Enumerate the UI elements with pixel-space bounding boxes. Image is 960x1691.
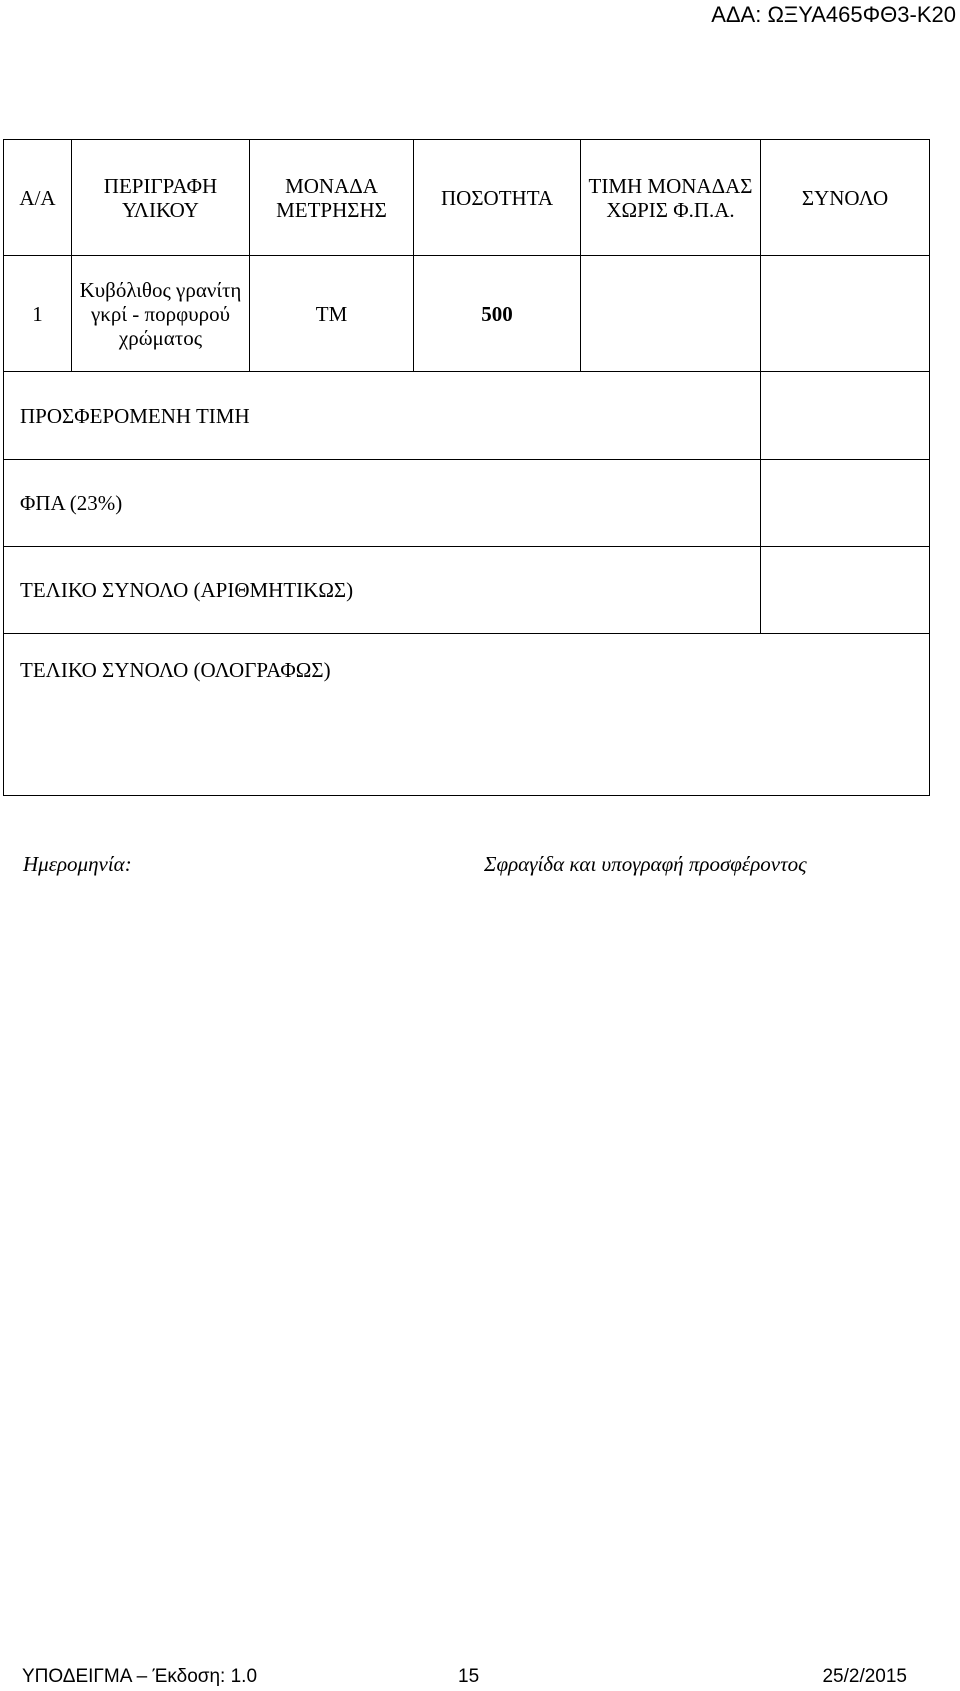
total-numeric-row bbox=[4, 547, 930, 634]
total-numeric-label: ΤΕΛΙΚΟ ΣΥΝΟΛΟ (ΑΡΙΘΜΗΤΙΚΩΣ) bbox=[4, 547, 761, 634]
total-words-cell[interactable] bbox=[4, 634, 930, 796]
total-words-label: ΤΕΛΙΚΟ ΣΥΝΟΛΟ (ΟΛΟΓΡΑΦΩΣ) bbox=[20, 658, 331, 682]
footer-version: ΥΠΟΔΕΙΓΜΑ – Έκδοση: 1.0 bbox=[22, 1666, 258, 1687]
row-quantity: 500 bbox=[414, 256, 581, 372]
offered-price-value[interactable] bbox=[761, 372, 930, 460]
table-row bbox=[4, 256, 930, 372]
offer-table bbox=[3, 139, 930, 796]
row-total[interactable] bbox=[761, 256, 930, 372]
header-unit-price: ΤΙΜΗ ΜΟΝΑΔΑΣ ΧΩΡΙΣ Φ.Π.Α. bbox=[581, 140, 761, 256]
table-header-row bbox=[4, 140, 930, 256]
header-description: ΠΕΡΙΓΡΑΦΗ ΥΛΙΚΟΥ bbox=[72, 140, 250, 256]
total-numeric-value[interactable] bbox=[761, 547, 930, 634]
ada-code: ΑΔΑ: ΩΞΥΑ465ΦΘ3-Κ20 bbox=[711, 2, 956, 27]
header-aa: Α/Α bbox=[4, 140, 72, 256]
row-unit: ΤΜ bbox=[250, 256, 414, 372]
row-aa: 1 bbox=[4, 256, 72, 372]
header-total: ΣΥΝΟΛΟ bbox=[761, 140, 930, 256]
row-unit-price[interactable] bbox=[581, 256, 761, 372]
stamp-signature-label: Σφραγίδα και υπογραφή προσφέροντος bbox=[484, 852, 807, 876]
vat-row bbox=[4, 460, 930, 547]
vat-label: ΦΠΑ (23%) bbox=[4, 460, 761, 547]
vat-value[interactable] bbox=[761, 460, 930, 547]
footer-page-number: 15 bbox=[458, 1666, 480, 1687]
total-words-row bbox=[4, 634, 930, 796]
date-label: Ημερομηνία: bbox=[23, 852, 132, 876]
header-quantity: ΠΟΣΟΤΗΤΑ bbox=[414, 140, 581, 256]
row-description: Κυβόλιθος γρανίτη γκρί - πορφυρού χρώματος bbox=[72, 256, 250, 372]
offered-price-row bbox=[4, 372, 930, 460]
offered-price-label: ΠΡΟΣΦΕΡΟΜΕΝΗ ΤΙΜΗ bbox=[4, 372, 761, 460]
header-unit: ΜΟΝΑΔΑ ΜΕΤΡΗΣΗΣ bbox=[250, 140, 414, 256]
footer-date: 25/2/2015 bbox=[822, 1666, 907, 1687]
